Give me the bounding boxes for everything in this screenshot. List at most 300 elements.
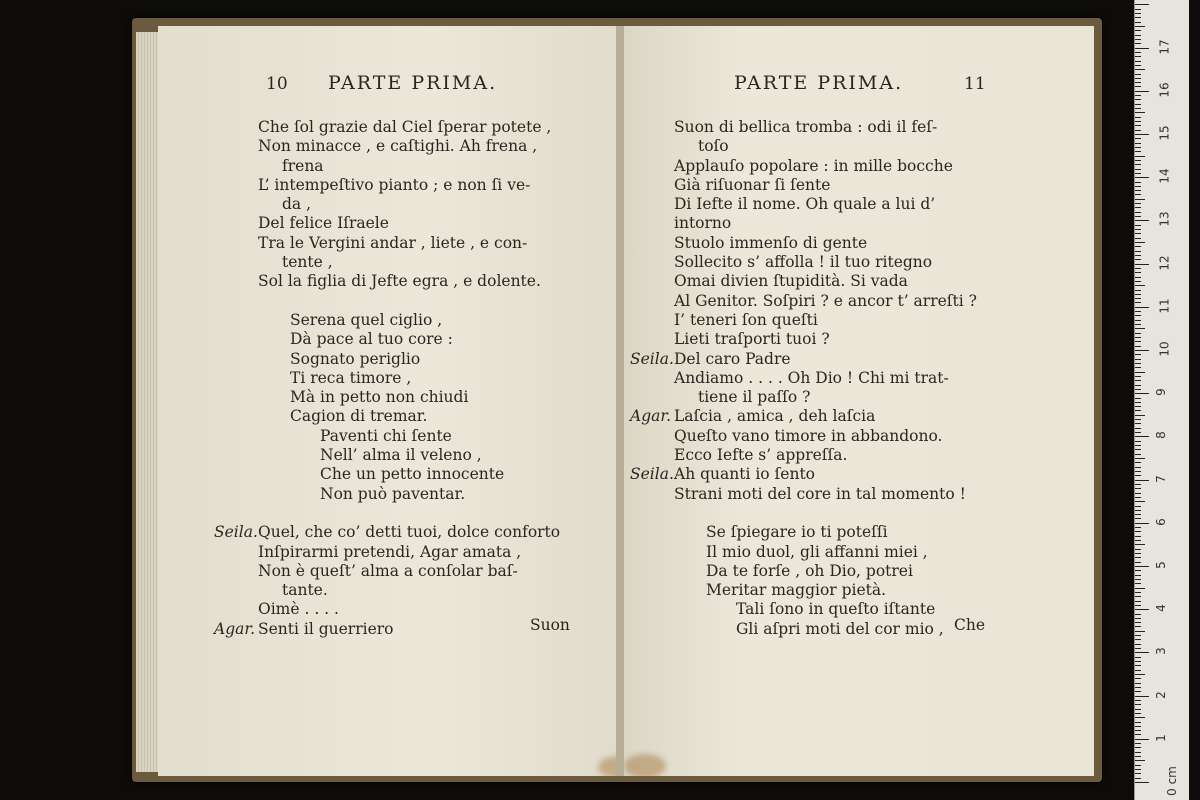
ruler-tick bbox=[1135, 56, 1141, 57]
ruler-tick bbox=[1135, 726, 1141, 727]
left-page-number: 10 bbox=[266, 74, 288, 94]
text-line bbox=[258, 234, 560, 253]
ruler-tick bbox=[1135, 389, 1141, 390]
ruler-tick bbox=[1135, 298, 1141, 299]
ruler-tick bbox=[1135, 13, 1141, 14]
ruler-tick bbox=[1135, 302, 1141, 303]
ruler-tick bbox=[1135, 661, 1141, 662]
left-page bbox=[158, 26, 616, 776]
ruler-tick bbox=[1135, 39, 1141, 40]
text-line bbox=[258, 292, 560, 311]
line-text: Oimè . . . . bbox=[258, 600, 339, 619]
ruler-tick bbox=[1135, 575, 1141, 576]
ruler-tick bbox=[1135, 74, 1141, 75]
line-text: Paventi chi ſente bbox=[320, 426, 452, 445]
ruler-tick bbox=[1135, 596, 1141, 597]
ruler-tick bbox=[1135, 130, 1141, 131]
line-text: I’ teneri ſon queſti bbox=[674, 310, 818, 329]
text-line bbox=[674, 600, 977, 619]
ruler-tick bbox=[1135, 493, 1141, 494]
ruler-tick bbox=[1135, 592, 1141, 593]
ruler-tick bbox=[1135, 143, 1141, 144]
ruler-tick bbox=[1135, 61, 1141, 62]
ruler-tick bbox=[1135, 467, 1141, 468]
ruler-tick bbox=[1135, 488, 1141, 489]
ruler-tick bbox=[1135, 566, 1149, 567]
text-line bbox=[674, 369, 977, 388]
line-text: Andiamo . . . . Oh Dio ! Chi mi trat- bbox=[674, 368, 949, 387]
ruler-tick bbox=[1135, 644, 1141, 645]
speaker-name: Seila. bbox=[214, 523, 258, 542]
text-line bbox=[258, 214, 560, 233]
ruler-tick bbox=[1135, 743, 1141, 744]
line-text: Ti reca timore , bbox=[290, 368, 412, 387]
ruler-tick bbox=[1135, 752, 1141, 753]
text-line bbox=[674, 330, 977, 349]
left-catchword: Suon bbox=[530, 616, 570, 634]
line-text: Lieti traſporti tuoi ? bbox=[674, 330, 830, 349]
ruler-tick bbox=[1135, 268, 1141, 269]
ruler-tick bbox=[1135, 78, 1141, 79]
line-text: Nell’ alma il veleno , bbox=[320, 446, 482, 465]
ruler-tick bbox=[1135, 246, 1141, 247]
text-line bbox=[674, 214, 977, 233]
text-line bbox=[674, 427, 977, 446]
ruler-tick bbox=[1135, 225, 1141, 226]
ruler-tick bbox=[1135, 601, 1141, 602]
ruler-tick bbox=[1135, 117, 1141, 118]
text-line bbox=[258, 407, 560, 426]
ruler-tick bbox=[1135, 285, 1145, 286]
ruler-tick bbox=[1135, 9, 1141, 10]
ruler-tick bbox=[1135, 445, 1141, 446]
line-text: Non minacce , e caſtighi. Ah frena , bbox=[258, 137, 538, 156]
speaker-name: Agar. bbox=[214, 619, 255, 638]
ruler-label: 15 bbox=[1157, 125, 1172, 141]
line-text: Queſto vano timore in abbandono. bbox=[674, 426, 943, 445]
ruler-tick bbox=[1135, 734, 1141, 735]
stain bbox=[624, 754, 666, 776]
ruler-tick bbox=[1135, 281, 1141, 282]
ruler-tick bbox=[1135, 251, 1141, 252]
text-line bbox=[258, 388, 560, 407]
ruler-tick bbox=[1135, 717, 1145, 718]
ruler-tick bbox=[1135, 212, 1141, 213]
ruler-tick bbox=[1135, 82, 1141, 83]
stain bbox=[598, 756, 616, 776]
ruler-label: 4 bbox=[1153, 604, 1168, 613]
text-line bbox=[258, 350, 560, 369]
ruler-tick bbox=[1135, 26, 1145, 27]
ruler-tick bbox=[1135, 436, 1149, 437]
ruler-tick bbox=[1135, 415, 1145, 416]
ruler-tick bbox=[1135, 164, 1141, 165]
text-line bbox=[258, 137, 560, 156]
line-text: Applauſo popolare : in mille bocche bbox=[674, 156, 953, 175]
ruler-tick bbox=[1135, 773, 1141, 774]
ruler-tick bbox=[1135, 238, 1141, 239]
ruler-tick bbox=[1135, 220, 1149, 221]
right-page-text bbox=[630, 118, 977, 639]
ruler-tick bbox=[1135, 626, 1141, 627]
line-text: Ah quanti io ſento bbox=[674, 465, 816, 484]
text-line bbox=[674, 234, 977, 253]
ruler-tick bbox=[1135, 583, 1141, 584]
ruler-tick bbox=[1135, 363, 1141, 364]
ruler-tick bbox=[1135, 696, 1149, 697]
ruler-tick bbox=[1135, 121, 1141, 122]
speaker-name: Seila. bbox=[630, 349, 674, 368]
line-text: intorno bbox=[674, 214, 732, 233]
ruler-tick bbox=[1135, 523, 1149, 524]
ruler-tick bbox=[1135, 160, 1141, 161]
ruler-tick bbox=[1135, 544, 1145, 545]
ruler-tick bbox=[1135, 385, 1141, 386]
left-page-header: PARTE PRIMA. bbox=[328, 72, 498, 94]
ruler-tick bbox=[1135, 380, 1141, 381]
text-line bbox=[258, 330, 560, 349]
ruler-tick bbox=[1135, 674, 1145, 675]
ruler-tick bbox=[1135, 635, 1141, 636]
line-text: Che ſol grazie dal Ciel ſperar potete , bbox=[258, 118, 552, 136]
ruler-tick bbox=[1135, 475, 1141, 476]
right-page bbox=[624, 26, 1094, 776]
text-line bbox=[674, 137, 977, 156]
text-line bbox=[258, 311, 560, 330]
ruler-tick bbox=[1135, 471, 1141, 472]
ruler-label: 8 bbox=[1153, 431, 1168, 440]
line-text: toſo bbox=[698, 137, 729, 156]
text-line bbox=[630, 349, 977, 369]
line-text: Serena quel ciglio , bbox=[290, 310, 443, 329]
ruler-tick bbox=[1135, 691, 1141, 692]
ruler-tick bbox=[1135, 510, 1141, 511]
ruler-tick bbox=[1135, 233, 1141, 234]
ruler-tick bbox=[1135, 553, 1141, 554]
line-text: Sol la figlia di Jefte egra , e dolente. bbox=[258, 272, 541, 291]
right-page-number: 11 bbox=[964, 74, 986, 94]
ruler-tick bbox=[1135, 704, 1141, 705]
text-line bbox=[258, 272, 560, 291]
ruler-tick bbox=[1135, 376, 1141, 377]
ruler-tick bbox=[1135, 458, 1145, 459]
text-line bbox=[258, 485, 560, 504]
line-text: Laſcia , amica , deh laſcia bbox=[674, 407, 876, 426]
ruler-tick bbox=[1135, 207, 1141, 208]
ruler-tick bbox=[1135, 259, 1141, 260]
ruler-tick bbox=[1135, 112, 1145, 113]
ruler-label: 2 bbox=[1153, 690, 1168, 699]
ruler-tick bbox=[1135, 354, 1141, 355]
line-text: Sognato periglio bbox=[290, 349, 421, 368]
line-text: Ecco Iefte s’ appreſſa. bbox=[674, 446, 848, 465]
ruler-tick bbox=[1135, 506, 1141, 507]
ruler-tick bbox=[1135, 402, 1141, 403]
ruler-label: 7 bbox=[1153, 474, 1168, 483]
text-line bbox=[674, 311, 977, 330]
line-text: Mà in petto non chiudi bbox=[290, 388, 469, 407]
ruler-tick bbox=[1135, 497, 1141, 498]
ruler-tick bbox=[1135, 229, 1141, 230]
text-line bbox=[258, 600, 560, 619]
text-line bbox=[214, 523, 561, 542]
ruler-tick bbox=[1135, 65, 1141, 66]
ruler-tick bbox=[1135, 333, 1141, 334]
ruler-tick bbox=[1135, 367, 1141, 368]
ruler-tick bbox=[1135, 108, 1141, 109]
line-text: Già riſuonar ſi ſente bbox=[674, 175, 831, 194]
ruler-tick bbox=[1135, 531, 1141, 532]
text-line bbox=[258, 446, 560, 465]
ruler-tick bbox=[1135, 4, 1149, 5]
line-text: tiene il paſſo ? bbox=[698, 388, 811, 407]
line-text: tante. bbox=[282, 581, 328, 600]
ruler-tick bbox=[1135, 652, 1149, 653]
ruler-label: 0 cm bbox=[1164, 766, 1179, 796]
ruler-tick bbox=[1135, 747, 1141, 748]
ruler-tick bbox=[1135, 173, 1141, 174]
ruler-tick bbox=[1135, 290, 1141, 291]
ruler-tick bbox=[1135, 480, 1149, 481]
ruler-tick bbox=[1135, 48, 1149, 49]
ruler-label: 11 bbox=[1157, 298, 1172, 314]
right-page-header: PARTE PRIMA. bbox=[734, 72, 904, 94]
ruler-tick bbox=[1135, 648, 1141, 649]
text-line bbox=[630, 407, 977, 426]
ruler-tick bbox=[1135, 99, 1141, 100]
right-catchword: Che bbox=[954, 616, 986, 634]
text-line bbox=[674, 253, 977, 272]
ruler-tick bbox=[1135, 739, 1149, 740]
text-line bbox=[674, 118, 977, 137]
ruler-tick bbox=[1135, 22, 1141, 23]
ruler-tick bbox=[1135, 324, 1141, 325]
ruler-tick bbox=[1135, 722, 1141, 723]
ruler-tick bbox=[1135, 398, 1141, 399]
ruler-tick bbox=[1135, 272, 1141, 273]
speaker-name: Agar. bbox=[630, 407, 671, 426]
ruler-tick bbox=[1135, 86, 1141, 87]
text-line bbox=[674, 176, 977, 195]
gutter bbox=[616, 26, 624, 776]
line-text: Stuolo immenſo di gente bbox=[674, 233, 868, 252]
measurement-ruler bbox=[1134, 0, 1189, 800]
ruler-label: 1 bbox=[1153, 733, 1168, 742]
ruler-tick bbox=[1135, 255, 1141, 256]
line-text: Suon di bellica tromba : odi il feſ- bbox=[674, 118, 938, 136]
ruler-tick bbox=[1135, 454, 1141, 455]
line-text: Non è queſt’ alma a conſolar baſ- bbox=[258, 561, 518, 580]
line-text: Senti il guerriero bbox=[258, 619, 394, 638]
ruler-tick bbox=[1135, 359, 1141, 360]
line-text: Che un petto innocente bbox=[320, 465, 505, 484]
text-line bbox=[674, 485, 977, 504]
ruler-tick bbox=[1135, 134, 1149, 135]
ruler-tick bbox=[1135, 52, 1141, 53]
ruler-tick bbox=[1135, 410, 1141, 411]
ruler-tick bbox=[1135, 609, 1149, 610]
book bbox=[132, 18, 1102, 782]
ruler-tick bbox=[1135, 518, 1141, 519]
ruler-tick bbox=[1135, 17, 1141, 18]
line-text: Da te forſe , oh Dio, potrei bbox=[706, 561, 913, 580]
text-line bbox=[674, 581, 977, 600]
ruler-tick bbox=[1135, 639, 1141, 640]
text-line bbox=[674, 195, 977, 214]
ruler-tick bbox=[1135, 536, 1141, 537]
ruler-tick bbox=[1135, 125, 1141, 126]
ruler-tick bbox=[1135, 769, 1141, 770]
ruler-tick bbox=[1135, 337, 1141, 338]
line-text: Omai divien ſtupidità. Si vada bbox=[674, 272, 908, 291]
text-line bbox=[258, 562, 560, 581]
left-page-text bbox=[214, 118, 561, 639]
ruler-tick bbox=[1135, 203, 1141, 204]
ruler-tick bbox=[1135, 186, 1141, 187]
ruler-tick bbox=[1135, 242, 1145, 243]
line-text: Strani moti del core in tal momento ! bbox=[674, 484, 966, 503]
ruler-tick bbox=[1135, 147, 1141, 148]
ruler-tick bbox=[1135, 588, 1145, 589]
text-line bbox=[630, 465, 977, 484]
ruler-tick bbox=[1135, 169, 1141, 170]
text-line bbox=[258, 504, 560, 523]
ruler-tick bbox=[1135, 670, 1141, 671]
ruler-tick bbox=[1135, 30, 1141, 31]
ruler-tick bbox=[1135, 307, 1149, 308]
text-line bbox=[258, 195, 560, 214]
line-text: Tali ſono in queſto iſtante bbox=[736, 600, 936, 619]
ruler-tick bbox=[1135, 315, 1141, 316]
ruler-tick bbox=[1135, 441, 1141, 442]
ruler-label: 10 bbox=[1157, 341, 1172, 357]
line-text: L’ intempeſtivo pianto ; e non ſi ve- bbox=[258, 175, 531, 194]
text-line bbox=[258, 176, 560, 195]
ruler-tick bbox=[1135, 713, 1141, 714]
ruler-tick bbox=[1135, 428, 1141, 429]
line-text: Di Iefte il nome. Oh quale a lui d’ bbox=[674, 195, 936, 214]
text-line bbox=[258, 253, 560, 272]
ruler-tick bbox=[1135, 760, 1145, 761]
ruler-tick bbox=[1135, 151, 1141, 152]
ruler-tick bbox=[1135, 631, 1145, 632]
text-line bbox=[258, 118, 560, 137]
ruler-tick bbox=[1135, 423, 1141, 424]
ruler-label: 17 bbox=[1157, 38, 1172, 55]
line-text: Meritar maggior pietà. bbox=[706, 581, 887, 600]
ruler-tick bbox=[1135, 730, 1141, 731]
text-line bbox=[674, 157, 977, 176]
ruler-tick bbox=[1135, 449, 1141, 450]
ruler-label: 9 bbox=[1153, 388, 1168, 397]
ruler-tick bbox=[1135, 765, 1141, 766]
ruler-tick bbox=[1135, 678, 1141, 679]
ruler-label: 3 bbox=[1153, 647, 1168, 656]
text-line bbox=[674, 272, 977, 291]
ruler-tick bbox=[1135, 199, 1145, 200]
ruler-tick bbox=[1135, 190, 1141, 191]
text-line bbox=[674, 388, 977, 407]
text-line bbox=[258, 543, 560, 562]
text-line bbox=[258, 581, 560, 600]
line-text: Cagion di tremar. bbox=[290, 407, 428, 426]
text-line bbox=[674, 620, 977, 639]
ruler-tick bbox=[1135, 294, 1141, 295]
line-text: Quel, che co’ detti tuoi, dolce conforto bbox=[258, 523, 561, 542]
line-text: Del caro Padre bbox=[674, 349, 791, 368]
ruler-tick bbox=[1135, 579, 1141, 580]
line-text: Non può paventar. bbox=[320, 484, 466, 503]
line-text: da , bbox=[282, 195, 312, 214]
line-text: Il mio duol, gli affanni miei , bbox=[706, 542, 928, 561]
ruler-tick bbox=[1135, 35, 1141, 36]
speaker-name: Seila. bbox=[630, 465, 674, 484]
ruler-tick bbox=[1135, 341, 1141, 342]
ruler-tick bbox=[1135, 778, 1141, 779]
ruler-tick bbox=[1135, 43, 1141, 44]
ruler-tick bbox=[1135, 687, 1141, 688]
ruler-tick bbox=[1135, 138, 1141, 139]
text-line bbox=[258, 157, 560, 176]
ruler-tick bbox=[1135, 311, 1141, 312]
text-line bbox=[258, 465, 560, 484]
ruler-tick bbox=[1135, 350, 1149, 351]
line-text: Dà pace al tuo core : bbox=[290, 330, 453, 349]
ruler-tick bbox=[1135, 177, 1149, 178]
ruler-label: 13 bbox=[1157, 211, 1172, 228]
text-line bbox=[674, 523, 977, 542]
ruler-tick bbox=[1135, 540, 1141, 541]
ruler-tick bbox=[1135, 432, 1141, 433]
ruler-tick bbox=[1135, 782, 1149, 783]
ruler-tick bbox=[1135, 605, 1141, 606]
ruler-tick bbox=[1135, 514, 1141, 515]
ruler-tick bbox=[1135, 95, 1141, 96]
ruler-tick bbox=[1135, 709, 1141, 710]
page-edges bbox=[136, 32, 158, 772]
ruler-tick bbox=[1135, 104, 1141, 105]
ruler-tick bbox=[1135, 91, 1149, 92]
ruler-tick bbox=[1135, 756, 1141, 757]
ruler-tick bbox=[1135, 216, 1141, 217]
ruler-tick bbox=[1135, 557, 1141, 558]
ruler-tick bbox=[1135, 527, 1141, 528]
ruler-tick bbox=[1135, 393, 1149, 394]
text-line bbox=[674, 446, 977, 465]
ruler-tick bbox=[1135, 570, 1141, 571]
ruler-tick bbox=[1135, 683, 1141, 684]
ruler-tick bbox=[1135, 549, 1141, 550]
line-text: Gli aſpri moti del cor mio , bbox=[736, 619, 944, 638]
line-text: frena bbox=[282, 156, 324, 175]
ruler-tick bbox=[1135, 328, 1145, 329]
line-text: Sollecito s’ affolla ! il tuo ritegno bbox=[674, 253, 933, 272]
text-line bbox=[674, 292, 977, 311]
ruler-tick bbox=[1135, 622, 1141, 623]
text-line bbox=[674, 543, 977, 562]
ruler-tick bbox=[1135, 484, 1141, 485]
ruler-label: 6 bbox=[1153, 517, 1168, 526]
ruler-tick bbox=[1135, 346, 1141, 347]
ruler-label: 16 bbox=[1157, 82, 1172, 98]
ruler-tick bbox=[1135, 69, 1145, 70]
ruler-tick bbox=[1135, 277, 1141, 278]
line-text: Del felice Iſraele bbox=[258, 214, 389, 233]
ruler-tick bbox=[1135, 419, 1141, 420]
text-line bbox=[258, 427, 560, 446]
text-line bbox=[214, 619, 560, 639]
line-text: Tra le Vergini andar , liete , e con- bbox=[258, 233, 528, 252]
